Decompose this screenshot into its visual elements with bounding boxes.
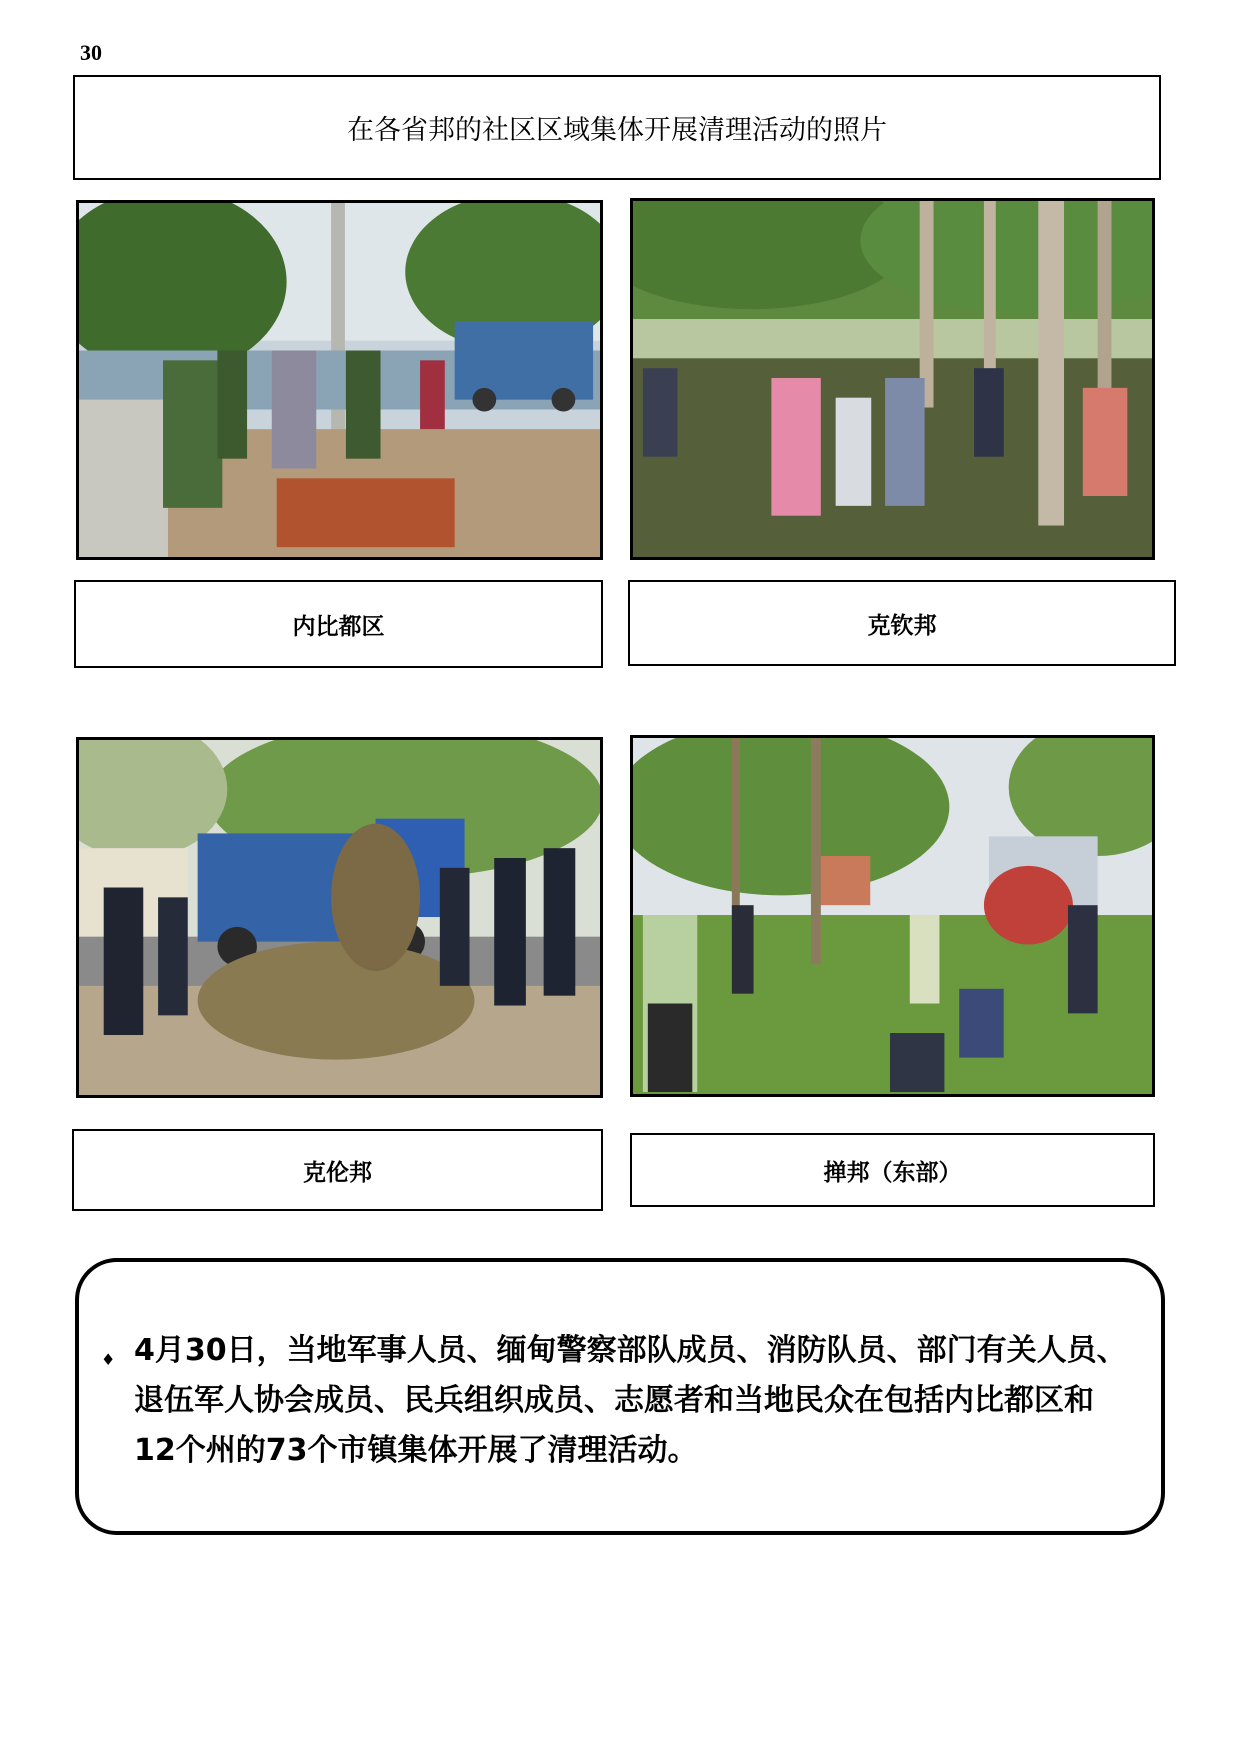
photo-kachin	[630, 198, 1155, 560]
photo-street-cleanup-image	[79, 203, 600, 557]
photo-forest-cleanup-image	[633, 201, 1152, 557]
photo-eastern-shan	[630, 735, 1155, 1097]
summary-box	[75, 1258, 1165, 1535]
summary-text: 4月30日，当地军事人员、缅甸警察部队成员、消防队员、部门有关人员、退伍军人协会成员、民兵组织成员、志愿者和当地民众在包括内比都区和12个州的73个市镇集体开展了清理活动。	[134, 1333, 1127, 1468]
photo-park-cleanup-image	[633, 738, 1152, 1094]
photo-kayin	[76, 737, 603, 1098]
page-number: 30	[80, 40, 102, 65]
caption-eastern-shan: 掸邦（东部）	[630, 1133, 1155, 1207]
photo-naypyitaw	[76, 200, 603, 560]
photo-truck-cleanup-image	[79, 740, 600, 1095]
caption-kachin: 克钦邦	[628, 580, 1176, 666]
bullet-marker: ♦	[101, 1350, 116, 1369]
page-title: 在各省邦的社区区域集体开展清理活动的照片	[73, 75, 1161, 180]
caption-naypyitaw: 内比都区	[74, 580, 603, 668]
caption-kayin: 克伦邦	[72, 1129, 603, 1211]
